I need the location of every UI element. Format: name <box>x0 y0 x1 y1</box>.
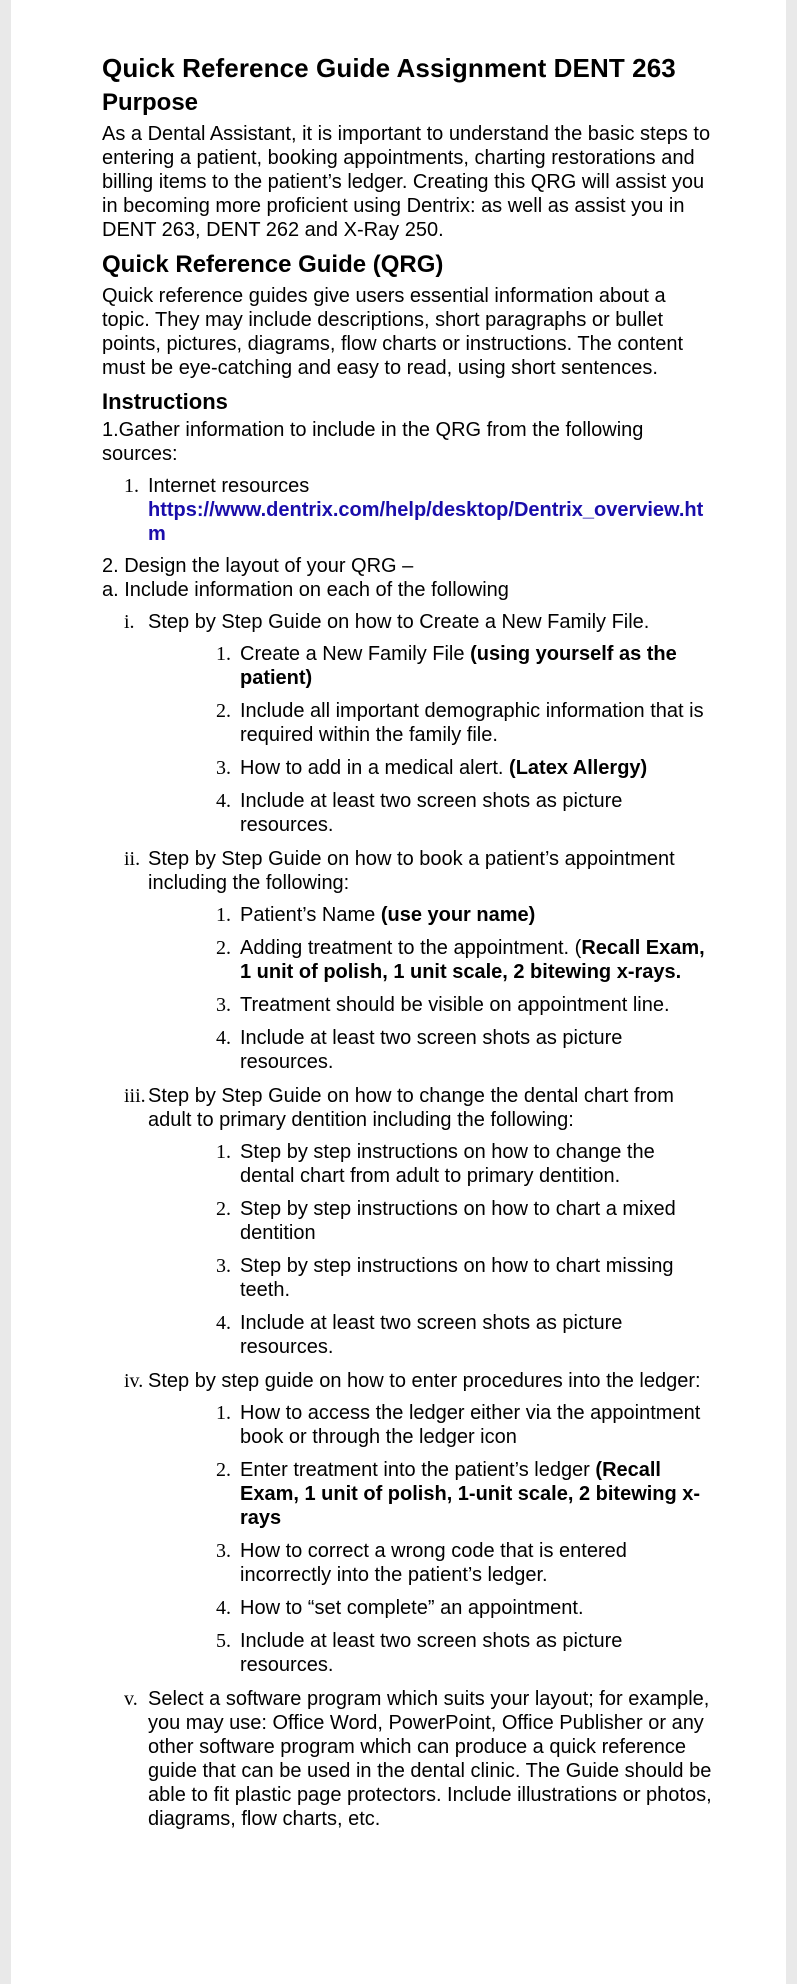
instructions-heading: Instructions <box>102 389 228 414</box>
step-item <box>194 1596 712 1620</box>
step-text: Include at least two screen shots as picture resources. <box>240 1312 623 1358</box>
step-text: Patient’s Name <box>240 904 381 926</box>
section-marker: v. <box>124 1688 138 1710</box>
section-label: Step by step guide on how to enter procedures into the ledger: <box>148 1370 701 1392</box>
step-marker: 2. <box>216 1198 231 1220</box>
section-label: Step by Step Guide on how to Create a New Family File. <box>148 611 650 633</box>
step-item <box>194 1401 712 1449</box>
step-text: Include at least two screen shots as picture resources. <box>240 1027 623 1073</box>
instruction-step-2a: a. Include information on each of the following <box>102 579 509 601</box>
step-text: Adding treatment to the appointment. ( <box>240 937 582 959</box>
section-marker: iii. <box>124 1085 146 1107</box>
guide-section <box>102 1687 712 1831</box>
step-item <box>194 1197 712 1245</box>
step-emphasis: (Recall Exam, 1 unit of polish, 1-unit scale, 2 bitewing x-rays <box>240 1459 701 1529</box>
instruction-step-2: 2. Design the layout of your QRG – <box>102 555 414 577</box>
step-marker: 1. <box>216 1141 231 1163</box>
step-marker: 1. <box>216 643 231 665</box>
document-content <box>102 52 712 1841</box>
section-label: Step by Step Guide on how to change the dental chart from adult to primary dentition including the following: <box>148 1085 674 1131</box>
step-marker: 2. <box>216 1459 231 1481</box>
section-steps-list <box>148 642 712 837</box>
section-marker: i. <box>124 611 135 633</box>
step-item <box>194 1311 712 1359</box>
purpose-body: As a Dental Assistant, it is important to understand the basic steps to entering a patient, booking appointments, charting restorations and billing items to the patient’s ledger. Creating this QRG will assist you in becoming more proficient using Dentrix: as well as assist you in DENT 263, DENT 262 and X-Ray 250. <box>102 123 711 241</box>
qrg-heading: Quick Reference Guide (QRG) <box>102 251 444 278</box>
section-label: Select a software program which suits your layout; for example, you may use: Office Word, PowerPoint, Office Publisher or any other software program which can produce a quick reference guide that can be used in the dental clinic. The Guide should be able to fit plastic page protectors. Include illustrations or photos, diagrams, flow charts, etc. <box>148 1688 712 1830</box>
step-text: Step by step instructions on how to change the dental chart from adult to primary dentition. <box>240 1141 655 1187</box>
dentrix-overview-link[interactable]: https://www.dentrix.com/help/desktop/Dentrix_overview.htm <box>148 499 704 545</box>
section-steps-list <box>148 1401 712 1677</box>
step-marker: 2. <box>216 937 231 959</box>
step-emphasis: (use your name) <box>380 904 536 926</box>
step-item <box>194 903 712 927</box>
step-item <box>194 642 712 690</box>
section-marker: iv. <box>124 1370 144 1392</box>
section-steps-list <box>148 1140 712 1359</box>
step-marker: 5. <box>216 1630 231 1652</box>
document-page <box>11 0 786 1984</box>
step-marker: 4. <box>216 1312 231 1334</box>
qrg-body: Quick reference guides give users essential information about a topic. They may include descriptions, short paragraphs or bullet points, pictures, diagrams, flow charts or instructions. The content must be eye-catching and easy to read, using short sentences. <box>102 285 684 379</box>
step-item <box>194 993 712 1017</box>
step-marker: 4. <box>216 790 231 812</box>
purpose-heading: Purpose <box>102 89 199 116</box>
sources-list <box>102 474 712 546</box>
step-marker: 4. <box>216 1027 231 1049</box>
guide-section <box>102 1369 712 1677</box>
step-item <box>194 1539 712 1587</box>
step-text: Treatment should be visible on appointment line. <box>240 994 670 1016</box>
step-text: Step by step instructions on how to chart a mixed dentition <box>240 1198 676 1244</box>
step-emphasis: (using yourself as the patient) <box>240 643 677 689</box>
step-text: Enter treatment into the patient’s ledger <box>240 1459 596 1481</box>
step-text: How to correct a wrong code that is entered incorrectly into the patient’s ledger. <box>240 1540 627 1586</box>
step-item <box>194 756 712 780</box>
step-item <box>194 1026 712 1074</box>
instruction-step-1: 1.Gather information to include in the QRG from the following sources: <box>102 419 644 465</box>
step-text: How to add in a medical alert. <box>240 757 510 779</box>
guide-sections-list <box>102 610 712 1831</box>
step-text: Step by step instructions on how to chart missing teeth. <box>240 1255 674 1301</box>
step-marker: 3. <box>216 757 231 779</box>
step-emphasis: (Latex Allergy) <box>509 757 648 779</box>
step-item <box>194 699 712 747</box>
step-item <box>194 1458 712 1530</box>
step-text: Create a New Family File <box>240 643 471 665</box>
step-item <box>194 936 712 984</box>
step-marker: 3. <box>216 1540 231 1562</box>
step-marker: 3. <box>216 994 231 1016</box>
step-marker: 2. <box>216 700 231 722</box>
page-title: Quick Reference Guide Assignment DENT 263 <box>102 53 676 83</box>
section-label: Step by Step Guide on how to book a patient’s appointment including the following: <box>148 848 675 894</box>
step-emphasis: Recall Exam, 1 unit of polish, 1 unit scale, 2 bitewing x-rays. <box>240 937 705 983</box>
step-marker: 1. <box>216 904 231 926</box>
step-text: Include at least two screen shots as picture resources. <box>240 790 623 836</box>
step-text: How to access the ledger either via the appointment book or through the ledger icon <box>240 1402 701 1448</box>
step-item <box>194 1254 712 1302</box>
guide-section <box>102 847 712 1074</box>
guide-section <box>102 610 712 837</box>
step-item <box>194 1140 712 1188</box>
source-marker: 1. <box>124 475 139 497</box>
step-text: Include all important demographic information that is required within the family file. <box>240 700 704 746</box>
step-marker: 1. <box>216 1402 231 1424</box>
step-item <box>194 789 712 837</box>
step-text: How to “set complete” an appointment. <box>240 1597 584 1619</box>
source-item <box>102 474 712 546</box>
source-label: Internet resources <box>148 475 310 497</box>
step-marker: 4. <box>216 1597 231 1619</box>
step-item <box>194 1629 712 1677</box>
section-steps-list <box>148 903 712 1074</box>
section-marker: ii. <box>124 848 141 870</box>
guide-section <box>102 1084 712 1359</box>
step-marker: 3. <box>216 1255 231 1277</box>
step-text: Include at least two screen shots as picture resources. <box>240 1630 623 1676</box>
